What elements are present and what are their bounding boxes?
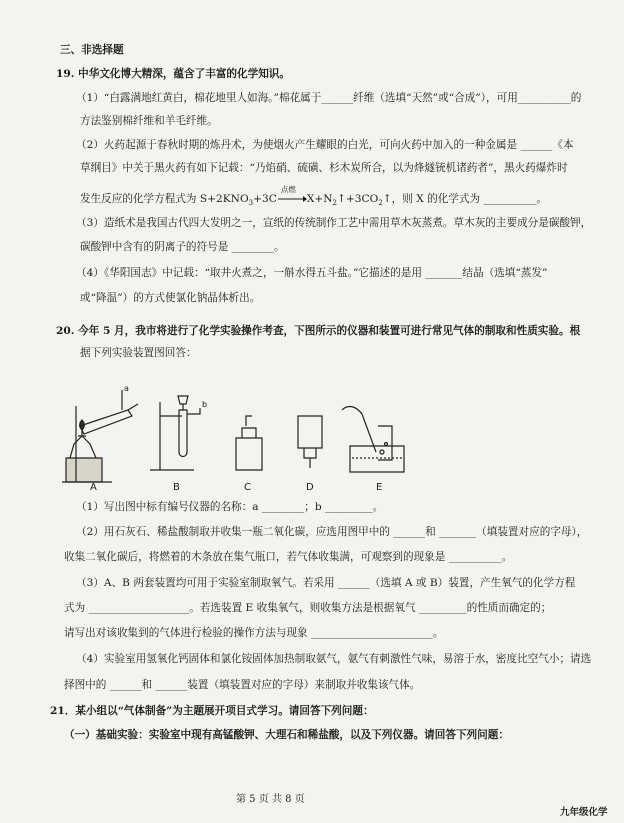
q20-stem: 20. 今年 5 月，我市将进行了化学实验操作考查，下图所示的仪器和装置可进行常见气体的制取和性质实验。根 [56,325,581,337]
equation-carbon: +3C [253,193,277,205]
mark-a: a [124,384,129,393]
q20-part1: （1）写出图中标有编号仪器的名称：a ________；b _________。 [76,501,384,513]
apparatus-figure [52,386,412,496]
equation-right: X+N [306,193,333,205]
reaction-arrow [277,185,307,202]
subject-label: 九年级化学 [560,807,608,818]
q20-part4-cont: 择图中的 ______和 ______装置（填装置对应的字母）来制取并收集该气体。 [64,679,421,691]
q21-part1 [64,728,509,742]
q19-part2: （2）火药起源于春秋时期的炼丹术，为使烟火产生耀眼的白光，可向火药中加入的一种金属是 ______《本 [76,139,574,151]
arrow-icon [277,194,307,204]
equation-tail: ↑，则 X 的化学式为 __________。 [382,193,548,205]
q20-part2-cont: 收集二氧化碳后，将燃着的木条放在集气瓶口，若气体收集满，可观察到的现象是 __________。 [64,551,513,563]
section-title: 三、非选择题 [60,44,124,56]
apparatus-label-c: C [244,482,251,493]
q19-part4: （4）《华阳国志》中记载：“取井火煮之，一斛水得五斗盐。”它描述的是用 _______结晶（选填“蒸发” [76,267,548,279]
subscript: 3 [248,199,254,208]
q19-stem: 19. 中华文化博大精深，蕴含了丰富的化学知识。 [56,68,290,80]
equation-right-2: ↑+3CO [337,193,379,205]
q19-part3-cont: 碳酸钾中含有的阴离子的符号是 ________。 [80,241,285,253]
q20-part3: （3）A、B 两套装置均可用于实验室制取氧气。若采用 ______（选填 A 或 B）装置，产生氧气的化学方程 [76,577,576,589]
q19-part2-cont: 草纲目》中关于黑火药有如下记载：“乃焰硝、硫磺、杉木炭所合，以为烽燧铳机诸药者”，黑火药爆炸时 [80,162,568,174]
apparatus-drawing [52,386,412,496]
equation-left: 发生反应的化学方程式为 S+2KNO [80,193,249,205]
q20-stem-cont: 据下列实验装置图回答： [80,347,197,359]
apparatus-label-e: E [376,482,383,493]
q20-part2: （2）用石灰石、稀盐酸制取并收集一瓶二氧化碳，应选用图甲中的 ______和 _______（填装置对应的字母）， [76,526,588,538]
q19-equation-line [80,185,548,210]
q19-part1: （1）“白露满地红黄白，棉花地里人如海。”棉花属于______纤维（选填“天然”或“合成”），可用__________的 [76,92,582,104]
apparatus-label-b: B [173,482,180,493]
q19-part1-cont: 方法鉴别棉纤维和羊毛纤维。 [80,115,218,127]
subscript: 2 [332,199,338,208]
apparatus-label-a: A [90,482,97,493]
q21-stem: 21．某小组以“气体制备”为主题展开项目式学习。请回答下列问题： [50,705,374,717]
subscript: 2 [378,199,383,208]
q19-part3: （3）造纸术是我国古代四大发明之一，宣纸的传统制作工艺中需用草木灰蒸煮。草木灰的主要成分是碳酸钾， [76,217,592,229]
q20-part3-cont: 式为 ___________________。若选装置 E 收集氧气，则收集方法是根据氧气 _________的性质而确定的； [64,602,552,614]
reaction-condition: 点燃 [280,185,296,194]
q21-part1-text: （一）基础实验：实验室中现有高锰酸钾、大理石和稀盐酸，以及下列仪器。请回答下列问题： [64,729,509,741]
q19-part4-cont: 或“降温”）的方式使氯化钠晶体析出。 [80,292,261,304]
apparatus-label-d: D [306,482,314,493]
page-number: 第 5 页 共 8 页 [236,794,305,805]
q20-part3-cont2: 请写出对该收集到的气体进行检验的操作方法与现象 _______________________。 [64,627,444,639]
mark-b: b [202,400,208,409]
q20-part4: （4）实验室用氢氧化钙固体和氯化铵固体加热制取氨气，氨气有刺激性气味，易溶于水，密度比空气小；请选 [76,653,592,665]
